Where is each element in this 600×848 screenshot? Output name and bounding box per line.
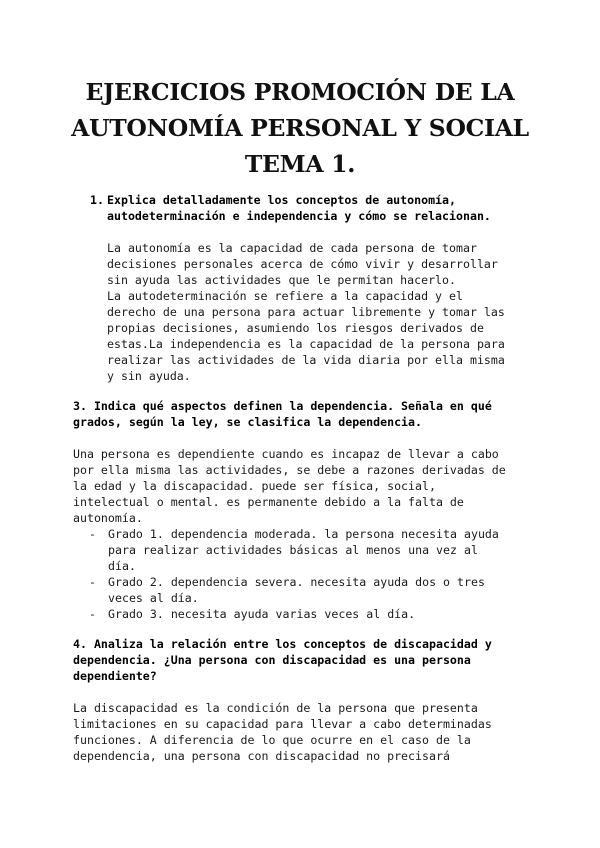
question-3-line-2: grados, según la ley, se clasifica la dependencia. <box>73 415 423 429</box>
answer-3-line-5: autonomía. <box>73 511 143 525</box>
question-1-number: 1. <box>90 193 104 207</box>
title-line-2: AUTONOMÍA PERSONAL Y SOCIAL <box>71 114 529 142</box>
list-dash: - <box>89 607 96 621</box>
question-4 <box>73 636 573 684</box>
list-item <box>89 606 589 622</box>
question-4-line-1: 4. Analiza la relación entre los conceptos de discapacidad y <box>73 637 492 651</box>
grade-1-line-1: Grado 1. dependencia moderada. la persona necesita ayuda <box>108 527 499 541</box>
list-item <box>89 526 589 574</box>
answer-1-line-1: La autonomía es la capacidad de cada persona de tomar <box>107 241 477 255</box>
answer-4-line-3: funciones. A diferencia de lo que ocurre en el caso de la <box>73 733 471 747</box>
answer-4 <box>73 700 573 764</box>
answer-1-line-2: decisiones personales acerca de cómo vivir y desarrollar <box>107 257 498 271</box>
question-1-line-1: Explica detalladamente los conceptos de autonomía, <box>107 193 457 207</box>
question-1 <box>90 192 580 224</box>
list-item <box>89 574 589 606</box>
answer-4-line-1: La discapacidad es la condición de la persona que presenta <box>73 701 478 715</box>
answer-3-line-3: la edad y la discapacidad. puede ser física, social, <box>73 479 436 493</box>
grade-3-line-1: Grado 3. necesita ayuda varias veces al día. <box>108 607 416 621</box>
title-line-1: EJERCICIOS PROMOCIÓN DE LA <box>85 78 515 106</box>
answer-3-line-2: por ella misma las actividades, se debe a razones derivadas de <box>73 463 506 477</box>
answer-1-line-5: derecho de una persona para actuar libremente y tomar las <box>107 305 505 319</box>
question-1-line-2: autodeterminación e independencia y cómo se relacionan. <box>107 209 491 223</box>
answer-3 <box>73 446 573 526</box>
question-3-line-1: 3. Indica qué aspectos definen la dependencia. Señala en qué <box>73 399 492 413</box>
dependency-grades-list <box>89 526 589 622</box>
list-dash: - <box>89 575 96 589</box>
title-line-3: TEMA 1. <box>244 150 356 178</box>
answer-1-line-4: La autodeterminación se refiere a la capacidad y el <box>107 289 463 303</box>
grade-1-line-2: para realizar actividades básicas al menos una vez al <box>108 543 478 557</box>
question-4-line-2: dependencia. ¿Una persona con discapacidad es una persona <box>73 653 471 667</box>
question-4-line-3: dependiente? <box>73 669 157 683</box>
answer-1-line-9: y sin ayuda. <box>107 369 191 383</box>
answer-1-line-6: propias decisiones, asumiendo los riesgos derivados de <box>107 321 484 335</box>
answer-3-line-1: Una persona es dependiente cuando es incapaz de llevar a cabo <box>73 447 499 461</box>
answer-4-line-2: limitaciones en su capacidad para llevar a cabo determinadas <box>73 717 492 731</box>
answer-1-line-8: realizar las actividades de la vida diaria por ella misma <box>107 353 505 367</box>
grade-2-line-1: Grado 2. dependencia severa. necesita ayuda dos o tres <box>108 575 485 589</box>
answer-1-line-7: estas.La independencia es la capacidad de la persona para <box>107 337 505 351</box>
answer-4-line-4: dependencia, una persona con discapacidad no precisará <box>73 749 450 763</box>
answer-3-line-4: intelectual o mental. es permanente debido a la falta de <box>73 495 464 509</box>
page-title <box>40 74 560 182</box>
grade-2-line-2: veces al día. <box>108 591 199 605</box>
answer-1-line-3: sin ayuda las actividades que le permitan hacerlo. <box>107 273 457 287</box>
list-dash: - <box>89 527 96 541</box>
question-3 <box>73 398 573 430</box>
grade-1-line-3: día. <box>108 559 136 573</box>
answer-1 <box>107 240 587 384</box>
